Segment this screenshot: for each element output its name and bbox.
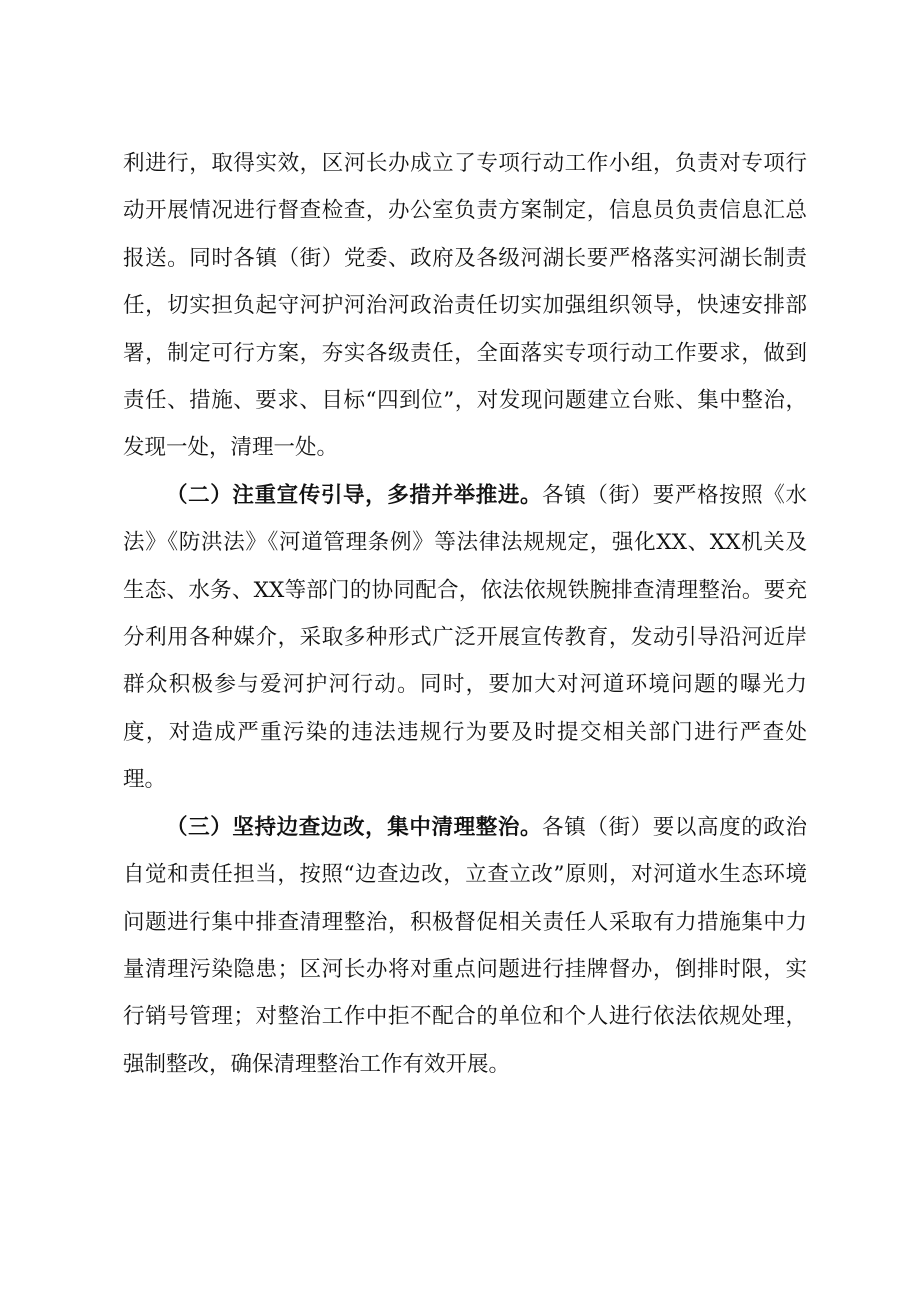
paragraph-text: 利进行，取得实效，区河长办成立了专项行动工作小组，负责对专项行动开展情况进行督查检查，办公室负责方案制定，信息员负责信息汇总报送。同时各镇（街）党委、政府及各级河湖长要严格落实河湖长制责任，切实担负起守河护河治河政治责任切实加强组织领导，快速安排部署，制定可行方案，夯实各级责任，全面落实专项行动工作要求，做到责任、措施、要求、目标“四到位”，对发现问题建立台账、集中整治，发现一处，清理一处。 [123,151,807,461]
paragraph-section-3 [123,804,807,1088]
paragraph-text: 各镇（街）要以高度的政治自觉和责任担当，按照“边查边改，立查立改”原则，对河道水生态环境问题进行集中排查清理整治，积极督促相关责任人采取有力措施集中力量清理污染隐患；区河长办将对重点问题进行挂牌督办，倒排时限，实行销号管理；对整治工作中拒不配合的单位和个人进行依法依规处理，强制整改，确保清理整治工作有效开展。 [123,814,807,1077]
paragraph-section-2 [123,472,807,804]
section-heading: （二）注重宣传引导，多措并举推进。 [166,482,543,508]
document-body [123,140,807,1088]
section-heading: （三）坚持边查边改，集中清理整治。 [166,814,543,840]
paragraph-continuation [123,140,807,472]
paragraph-text: 各镇（街）要严格按照《水法》《防洪法》《河道管理条例》等法律法规规定，强化XX、XX机关及生态、水务、XX等部门的协同配合，依法依规铁腕排查清理整治。要充分利用各种媒介，采取多种形式广泛开展宣传教育，发动引导沿河近岸群众积极参与爱河护河行动。同时，要加大对河道环境问题的曝光力度，对造成严重污染的违法违规行为要及时提交相关部门进行严查处理。 [123,482,807,793]
